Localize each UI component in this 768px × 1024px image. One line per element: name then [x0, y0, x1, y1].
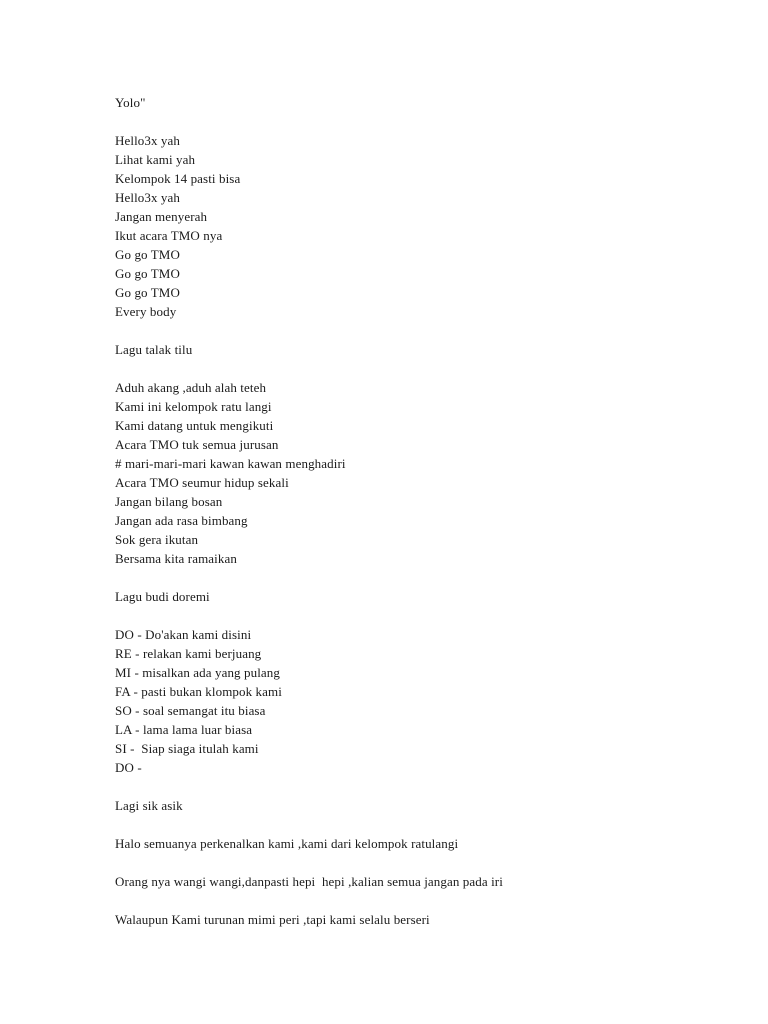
- lyric-line: Kami datang untuk mengikuti: [115, 418, 274, 433]
- spacer: [115, 568, 735, 587]
- lyric-line: Bersama kita ramaikan: [115, 551, 237, 566]
- lyric-line: SI - Siap siaga itulah kami: [115, 741, 259, 756]
- lyric-paragraph: Walaupun Kami turunan mimi peri ,tapi kami selalu berseri: [115, 912, 430, 927]
- lyric-line: # mari-mari-mari kawan kawan menghadiri: [115, 456, 346, 471]
- spacer: [115, 891, 735, 910]
- lyric-line: Jangan menyerah: [115, 209, 208, 224]
- lyric-line: Sok gera ikutan: [115, 532, 199, 547]
- lyric-line: Every body: [115, 304, 177, 319]
- lyric-line: Jangan ada rasa bimbang: [115, 513, 248, 528]
- lyric-paragraph: Orang nya wangi wangi,danpasti hepi hepi ,kalian semua jangan pada iri: [115, 874, 503, 889]
- lyric-line: RE - relakan kami berjuang: [115, 646, 262, 661]
- lyric-line: Acara TMO seumur hidup sekali: [115, 475, 289, 490]
- spacer: [115, 777, 735, 796]
- section-heading: Lagi sik asik: [115, 798, 183, 813]
- lyric-line: LA - lama lama luar biasa: [115, 722, 253, 737]
- lyric-line: Lihat kami yah: [115, 152, 196, 167]
- lyric-line: Go go TMO: [115, 247, 180, 262]
- spacer: [115, 112, 735, 131]
- document-title: Yolo": [115, 95, 146, 110]
- lyric-line: DO - Do'akan kami disini: [115, 627, 252, 642]
- lyric-line: Hello3x yah: [115, 133, 181, 148]
- spacer: [115, 606, 735, 625]
- lyric-line: Aduh akang ,aduh alah teteh: [115, 380, 267, 395]
- spacer: [115, 815, 735, 834]
- lyric-line: Kami ini kelompok ratu langi: [115, 399, 272, 414]
- lyric-line: Kelompok 14 pasti bisa: [115, 171, 241, 186]
- lyric-line: Go go TMO: [115, 266, 180, 281]
- lyric-line: FA - pasti bukan klompok kami: [115, 684, 282, 699]
- section-heading: Lagu talak tilu: [115, 342, 193, 357]
- lyric-paragraph: Halo semuanya perkenalkan kami ,kami dari kelompok ratulangi: [115, 836, 459, 851]
- lyric-line: Jangan bilang bosan: [115, 494, 223, 509]
- lyric-line: Ikut acara TMO nya: [115, 228, 223, 243]
- section-heading: Lagu budi doremi: [115, 589, 210, 604]
- lyric-line: Go go TMO: [115, 285, 180, 300]
- lyric-line: DO -: [115, 760, 142, 775]
- spacer: [115, 359, 735, 378]
- document-body: [115, 93, 735, 929]
- lyric-line: Acara TMO tuk semua jurusan: [115, 437, 279, 452]
- lyric-line: Hello3x yah: [115, 190, 181, 205]
- lyric-line: MI - misalkan ada yang pulang: [115, 665, 280, 680]
- spacer: [115, 321, 735, 340]
- lyric-line: SO - soal semangat itu biasa: [115, 703, 266, 718]
- spacer: [115, 853, 735, 872]
